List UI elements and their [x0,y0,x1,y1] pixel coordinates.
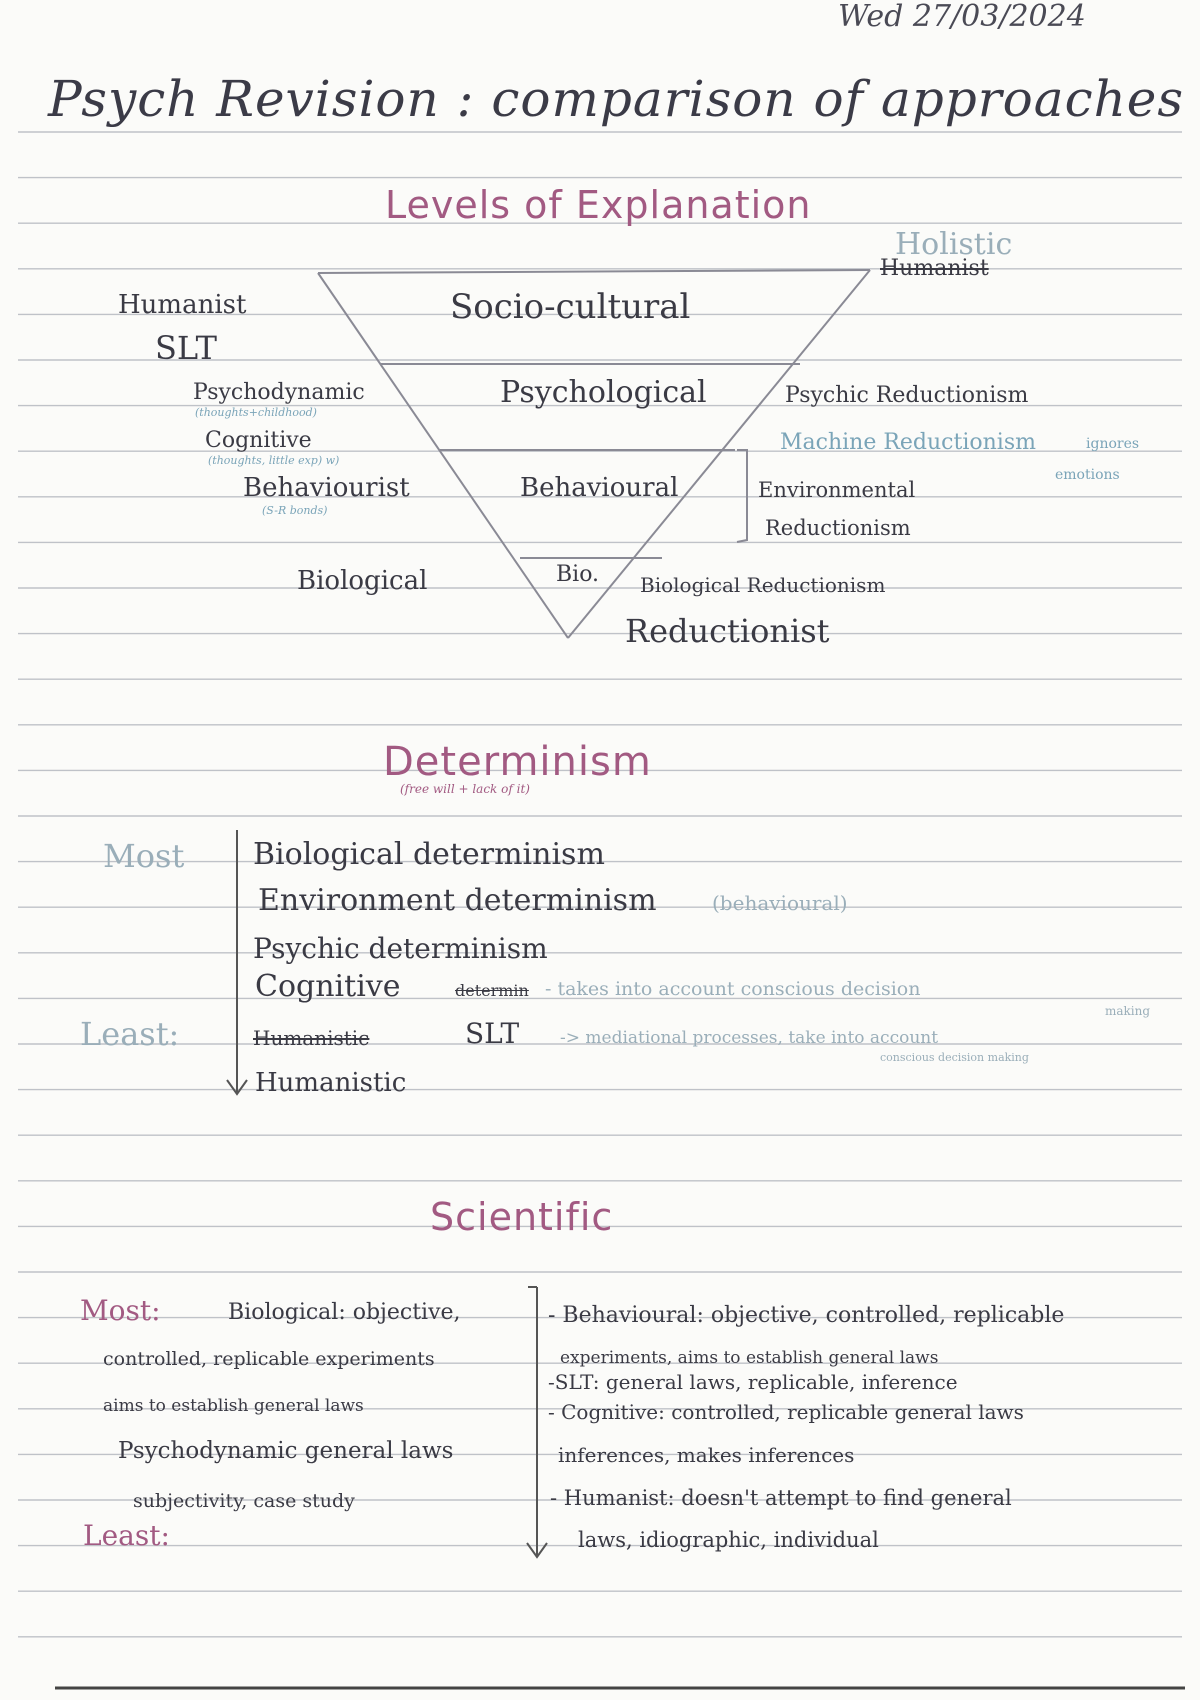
scientific-most-label: Most: [80,1294,161,1327]
environmental-reductionism-1: Environmental [758,478,916,502]
determinism-item-slt: SLT [465,1017,520,1050]
behaviourist-note: (S-R bonds) [262,504,328,517]
slt-determinism-note-2: conscious decision making [880,1051,1029,1064]
determinism-most-label: Most [103,837,185,875]
approach-cognitive: Cognitive [205,428,312,453]
scientific-right-line-6: - Humanist: doesn't attempt to find general [550,1486,1012,1510]
cognitive-determinism-note: - takes into account conscious decision [545,978,921,1000]
determinism-least-label: Least: [80,1015,180,1053]
machine-note-ignores: ignores [1086,436,1140,452]
determinism-item-biological: Biological determinism [253,837,605,872]
scientific-left-line-2: controlled, replicable experiments [103,1348,435,1370]
scientific-left-line-4: Psychodynamic general laws [118,1438,454,1464]
determinism-item-psychic: Psychic determinism [253,932,548,965]
approach-slt: SLT [155,329,217,367]
scientific-right-line-7: laws, idiographic, individual [578,1528,879,1552]
reductionist-label: Reductionist [625,612,830,650]
approach-psychodynamic: Psychodynamic [193,380,365,405]
environment-note: (behavioural) [712,891,848,915]
pyramid-level-behavioural: Behavioural [520,473,679,503]
approach-biological: Biological [297,566,428,596]
cognitive-struck: determin [455,981,529,1000]
pyramid-level-sociocultural: Socio-cultural [450,287,691,327]
scientific-left-line-1: Biological: objective, [228,1300,461,1325]
scientific-heading: Scientific [430,1195,614,1239]
environmental-reductionism-2: Reductionism [765,516,911,540]
approach-humanist: Humanist [118,290,247,320]
determinism-item-environment: Environment determinism [258,883,657,918]
approach-behaviourist: Behaviourist [243,473,410,503]
scientific-right-line-4: - Cognitive: controlled, replicable general laws [548,1400,1024,1424]
pyramid-level-bio: Bio. [556,562,600,587]
scientific-right-line-1: - Behavioural: objective, controlled, replicable [548,1303,1065,1328]
scientific-right-line-2: experiments, aims to establish general laws [560,1348,939,1368]
levels-heading: Levels of Explanation [385,183,812,227]
machine-reductionism: Machine Reductionism [780,430,1036,455]
biological-reductionism: Biological Reductionism [640,573,886,597]
scientific-left-line-5: subjectivity, case study [133,1490,355,1512]
scientific-least-label: Least: [83,1519,170,1552]
determinism-subheading: (free will + lack of it) [400,782,530,796]
pyramid-level-psychological: Psychological [500,375,707,410]
date-text: Wed 27/03/2024 [838,0,1086,34]
determinism-item-humanistic: Humanistic [255,1068,407,1098]
cognitive-note: (thoughts, little exp) w) [208,454,340,467]
cognitive-determinism-note-2: making [1105,1004,1151,1018]
machine-note-emotions: emotions [1055,467,1120,483]
humanist-struck-label: Humanist [880,256,989,281]
scientific-right-line-3: -SLT: general laws, replicable, inference [548,1370,958,1394]
determinism-item-cognitive: Cognitive [255,969,401,1004]
page-title: Psych Revision : comparison of approaches [48,70,1185,128]
determinism-heading: Determinism [383,739,652,785]
psychic-reductionism: Psychic Reductionism [785,383,1029,408]
slt-determinism-note: -> mediational processes, take into account [560,1028,939,1048]
psychodynamic-note: (thoughts+childhood) [195,406,317,419]
scientific-left-line-3: aims to establish general laws [103,1396,364,1416]
slt-struck: Humanistic [253,1026,370,1050]
scientific-right-line-5: inferences, makes inferences [558,1443,855,1467]
holistic-label: Holistic [895,227,1013,262]
